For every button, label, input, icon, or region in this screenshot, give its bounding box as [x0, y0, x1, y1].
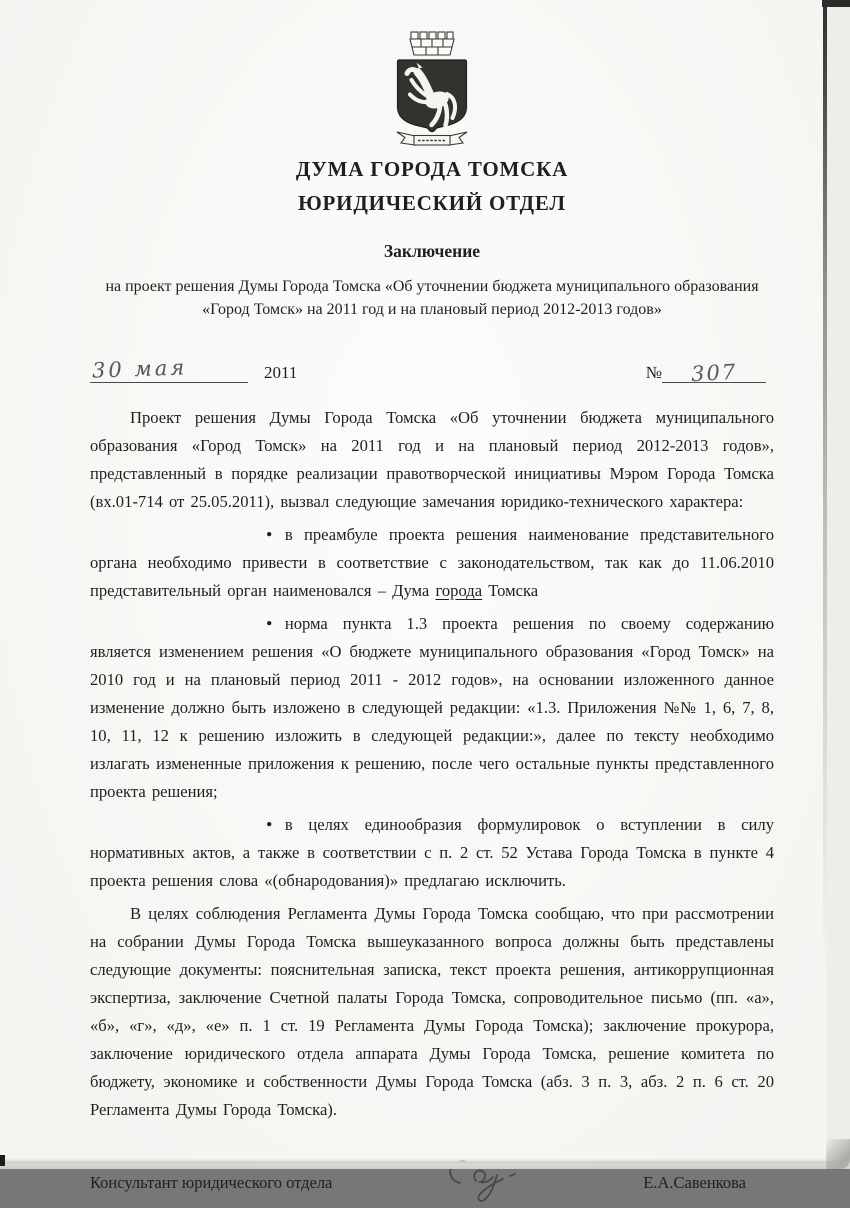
org-name: ДУМА ГОРОДА ТОМСКА — [295, 157, 569, 181]
paragraph-intro: Проект решения Думы Города Томска «Об уточнении бюджета муниципального образования «Город Томск» на 2011 год и на плановый период 2012-2013 годов», представленный в порядке реализации правотворческой инициативы Мэром Города Томска (вх.01-714 от 25.05.2011), вызвал следующие замечания юридико-технического характера: — [90, 408, 774, 511]
scan-edge-bottom-line — [0, 1162, 850, 1163]
bullet-2-text: норма пункта 1.3 проекта решения по своему содержанию является изменением решения «О бюджете муниципального образования «Город Томск» на 2010 год и на плановый период 2011 - 2012 годов», на основании изложенного данное изменение должно быть изложено в следующей редакции: «1.3. Приложения №№ 1, 6, 7, 8, 10, 11, 12 к решению изложить в следующей редакции:», далее по тексту необходимо излагать измененные приложения к решению, после чего остальные пункты представленного проекта решения; — [90, 614, 774, 801]
bullet-3-text: в целях единообразия формулировок о вступлении в силу нормативных актов, а также в соответствии с п. 2 ст. 52 Устава Города Томска в пункте 4 проекта решения слова «(обнародования)» предлагаю исключить. — [90, 815, 774, 890]
scan-edge-bottom-band — [0, 1158, 850, 1169]
bullet-1-underlined-word: города — [435, 581, 483, 600]
handwritten-number: 307 — [690, 359, 738, 387]
bullet-1-text: в преамбуле проекта решения наименование представительного органа необходимо привести в соответствие с законодательством, так как до 11.06.2010 представительный орган наименовался – Дума — [90, 525, 774, 600]
bullet-1-text-end: Томска — [482, 581, 539, 600]
body-text — [90, 404, 774, 1124]
subject-block — [90, 275, 774, 321]
document-title: Заключение — [383, 241, 481, 261]
subject-line-2: «Город Томск» на 2011 год и на плановый период 2012-2013 годов» — [202, 301, 662, 318]
mural-crown-icon — [410, 32, 454, 55]
signer-name: Е.А.Савенкова — [643, 1172, 746, 1192]
subject-line-1: на проект решения Думы Города Томска «Об уточнении бюджета муниципального образования — [105, 278, 759, 295]
signer-position: Консультант юридического отдела — [90, 1172, 333, 1192]
handwritten-date: 30 мая — [91, 355, 188, 383]
scan-edge-bottom-left-mark — [0, 1155, 5, 1166]
date-field — [90, 357, 297, 383]
number-sign: № — [645, 363, 662, 382]
number-field — [645, 358, 766, 387]
date-year: 2011 — [264, 363, 298, 382]
motto-ribbon-icon — [397, 132, 467, 145]
bullet-item-3 — [90, 811, 774, 895]
number-underline — [662, 358, 766, 387]
bullet-marker: • — [266, 814, 273, 835]
department-name: ЮРИДИЧЕСКИЙ ОТДЕЛ — [298, 191, 566, 215]
scan-edge-bottom-right-shade — [826, 1139, 850, 1169]
bullet-item-1 — [90, 521, 774, 605]
document-content — [90, 0, 774, 1208]
paragraph-regulations: В целях соблюдения Регламента Думы Города Томска сообщаю, что при рассмотрении на собрании Думы Города Томска вышеуказанного вопроса должны быть представлены следующие документы: пояснительная записка, текст проекта решения, антикоррупционная экспертиза, заключение Счетной палаты Города Томска, сопроводительное письмо (пп. «а», «б», «г», «д», «е» п. 1 ст. 19 Регламента Думы Города Томска); заключение прокурора, заключение юридического отдела аппарата Думы Города Томска, решение комитета по бюджету, экономике и собственности Думы Города Томска (абз. 3 п. 3, абз. 2 п. 6 ст. 20 Регламента Думы Города Томска). — [90, 904, 774, 1119]
bullet-marker: • — [266, 524, 273, 545]
bullet-marker: • — [266, 613, 273, 634]
date-underline — [90, 357, 248, 383]
bullet-item-2 — [90, 610, 774, 806]
tomsk-coat-of-arms-icon — [367, 30, 497, 148]
scan-edge-right-background — [827, 0, 850, 1169]
scan-edge-right-line — [823, 0, 827, 980]
scan-edge-top-right-mark — [822, 0, 850, 7]
date-number-row — [90, 345, 774, 387]
